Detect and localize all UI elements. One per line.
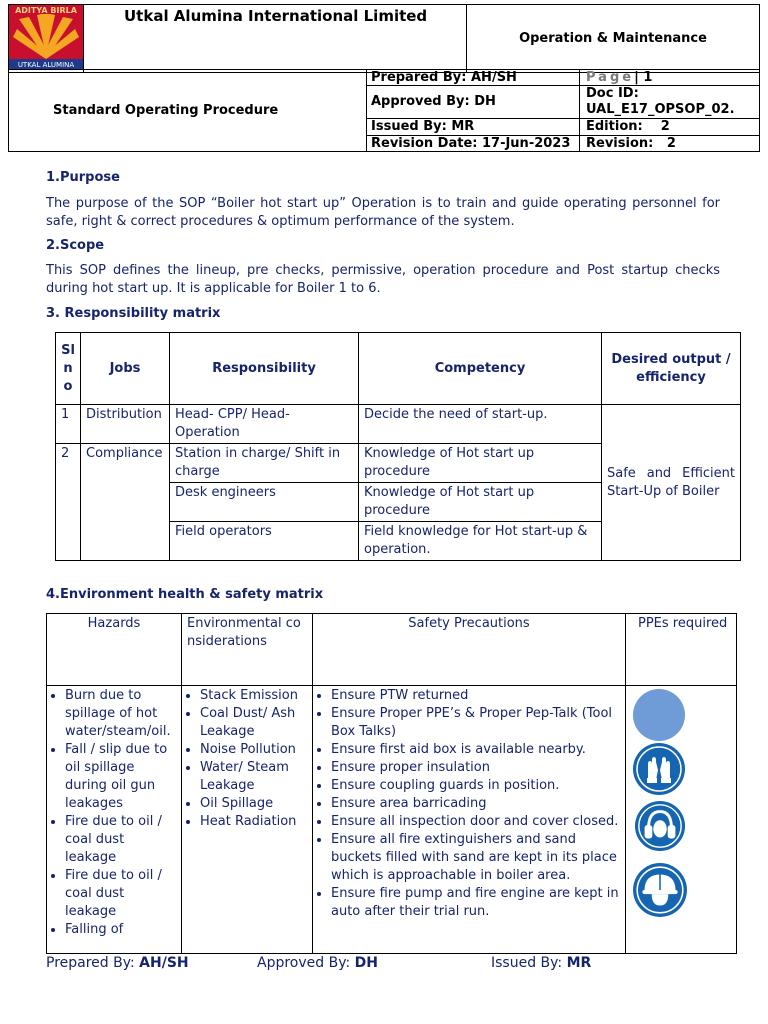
logo-text-top: ADITYA BIRLA <box>15 6 77 15</box>
precautions-cell <box>313 686 626 954</box>
doc-id-cell <box>580 86 760 119</box>
footer-approved <box>257 955 378 971</box>
list-item: • Ensure coupling guards in position. <box>331 777 620 795</box>
header-competency: Competency <box>359 333 602 405</box>
footer-prepared-label: Prepared By: <box>46 955 140 971</box>
list-item: • Ensure proper insulation <box>331 759 620 777</box>
logo-cell <box>9 5 84 73</box>
footer-approved-label: Approved By: <box>257 955 355 971</box>
header-ppe: PPEs required <box>626 614 737 686</box>
row-job: Distribution <box>81 405 170 444</box>
revision-date-cell <box>367 136 580 152</box>
approved-by: Approved By: DH <box>371 94 496 109</box>
list-item: • Ensure PTW returned <box>331 687 620 705</box>
logo-text-bottom: UTKAL ALUMINA <box>17 61 75 69</box>
footer-prepared-value: AH/SH <box>139 955 189 971</box>
row-competency: Knowledge of Hot start up procedure <box>359 483 602 522</box>
doc-type: Standard Operating Procedure <box>53 103 279 118</box>
list-item: • Coal Dust/ Ash Leakage <box>200 705 307 741</box>
edition: Edition: 2 <box>586 119 670 134</box>
ehs-table <box>46 613 737 954</box>
row-responsibility: Head- CPP/ Head-Operation <box>170 405 359 444</box>
header-jobs: Jobs <box>81 333 170 405</box>
company-name-cell <box>84 5 467 73</box>
list-item: • Fall / slip due to oil spillage during oil gun leakages <box>65 741 176 813</box>
approved-by-cell <box>367 86 580 119</box>
revision-cell <box>580 136 760 152</box>
list-item: • Ensure all inspection door and cover closed. <box>331 813 620 831</box>
list-item: • Ensure fire pump and fire engine are kept in auto after their trial run. <box>331 885 620 921</box>
list-item: • Ensure Proper PPE’s & Proper Pep-Talk (Tool Box Talks) <box>331 705 620 741</box>
row-competency: Decide the need of start-up. <box>359 405 602 444</box>
gloves-icon <box>632 742 686 796</box>
desired-output-text: Safe and Efficient Start-Up of Boiler <box>607 465 735 499</box>
header-table <box>8 4 760 73</box>
list-item: • Falling of <box>65 921 176 939</box>
list-item: • Ensure area barricading <box>331 795 620 813</box>
ehs-title: 4.Environment health & safety matrix <box>46 587 324 602</box>
precautions-list <box>317 687 620 921</box>
header-meta-table <box>8 69 760 152</box>
scope-text: This SOP defines the lineup, pre checks, permissive, operation procedure and Post startup checks during hot start up. It is applicable for Boiler 1 to 6. <box>46 263 720 296</box>
environment-cell <box>182 686 313 954</box>
hazards-list <box>51 687 176 939</box>
issued-by: Issued By: MR <box>371 119 475 134</box>
footer-approved-value: DH <box>354 955 378 971</box>
header-responsibility: Responsibility <box>170 333 359 405</box>
issued-by-cell <box>367 119 580 136</box>
environment-list <box>186 687 307 831</box>
purpose-text: The purpose of the SOP “Boiler hot start up” Operation is to train and guide operating personnel for safe, right & correct procedures & optimum performance of the system. <box>46 196 720 229</box>
ppe-cell <box>626 686 737 954</box>
prepared-by-cell <box>367 70 580 86</box>
footer-issued-label: Issued By: <box>491 955 567 971</box>
header-precautions: Safety Precautions <box>313 614 626 686</box>
page-value: | 1 <box>634 70 653 85</box>
desired-output <box>602 405 741 561</box>
list-item: • Stack Emission <box>200 687 307 705</box>
responsibility-title: 3. Responsibility matrix <box>46 306 221 321</box>
list-item: • Noise Pollution <box>200 741 307 759</box>
hazards-cell <box>47 686 182 954</box>
row-competency: Knowledge of Hot start up procedure <box>359 444 602 483</box>
prepared-by: Prepared By: AH/SH <box>371 70 517 85</box>
row-responsibility: Station in charge/ Shift in charge <box>170 444 359 483</box>
list-item: • Fire due to oil / coal dust leakage <box>65 813 176 867</box>
revision: Revision: 2 <box>586 136 676 151</box>
row-sl: 2 <box>56 444 81 561</box>
list-item: • Burn due to spillage of hot water/steam/oil. <box>65 687 176 741</box>
purpose-title: 1.Purpose <box>46 170 120 185</box>
header-hazards: Hazards <box>47 614 182 686</box>
scope-title: 2.Scope <box>46 238 105 253</box>
list-item: • Heat Radiation <box>200 813 307 831</box>
doc-type-cell <box>9 70 367 152</box>
page-label: Page <box>586 70 635 85</box>
department-name: Operation & Maintenance <box>519 31 707 46</box>
ear-protection-icon <box>634 800 686 852</box>
helmet-icon <box>632 862 688 918</box>
row-sl: 1 <box>56 405 81 444</box>
footer-issued-value: MR <box>566 955 592 971</box>
table-row <box>56 405 741 444</box>
company-name: Utkal Alumina International Limited <box>124 7 428 25</box>
list-item: • Water/ Steam Leakage <box>200 759 307 795</box>
header-environment: Environmental considerations <box>182 614 313 686</box>
header-desired-output: Desired output / efficiency <box>602 333 741 405</box>
footer-prepared <box>46 955 189 971</box>
footer-issued <box>491 955 591 971</box>
page-cell <box>580 70 760 86</box>
row-responsibility: Desk engineers <box>170 483 359 522</box>
revision-date: Revision Date: 17-Jun-2023 <box>371 136 571 151</box>
list-item: • Fire due to oil / coal dust leakage <box>65 867 176 921</box>
plain-circle-icon <box>632 688 686 742</box>
header-sl-no: Sl no <box>56 333 81 405</box>
row-responsibility: Field operators <box>170 522 359 561</box>
edition-cell <box>580 119 760 136</box>
responsibility-table <box>55 332 741 561</box>
department-cell <box>467 5 760 73</box>
aditya-birla-logo <box>9 5 83 69</box>
list-item: • Ensure first aid box is available nearby. <box>331 741 620 759</box>
list-item: • Oil Spillage <box>200 795 307 813</box>
doc-id: Doc ID: UAL_E17_OPSOP_02. <box>586 86 735 117</box>
row-job: Compliance <box>81 444 170 561</box>
row-competency: Field knowledge for Hot start-up & operation. <box>359 522 602 561</box>
list-item: • Ensure all fire extinguishers and sand buckets filled with sand are kept in its place which is approachable in boiler area. <box>331 831 620 885</box>
